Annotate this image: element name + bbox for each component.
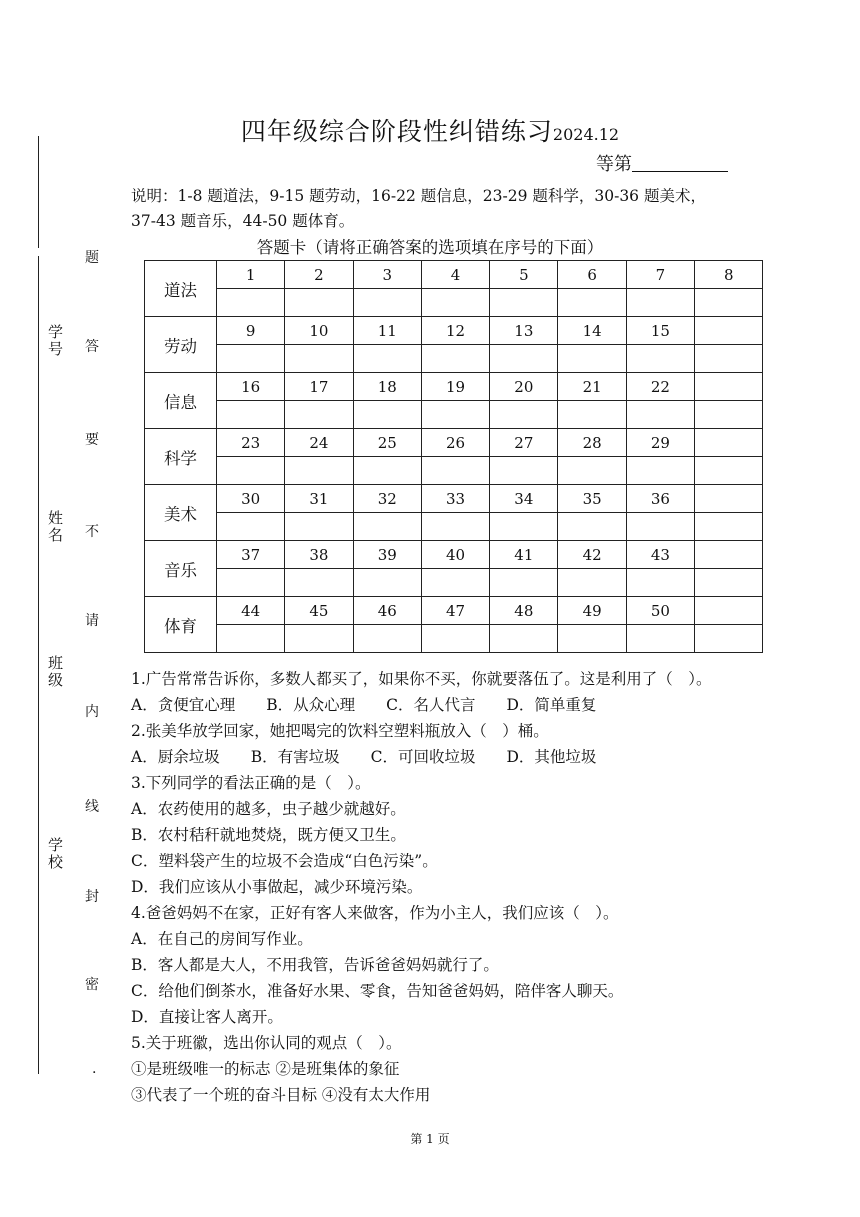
answer-cell[interactable]: [490, 569, 558, 597]
answer-cell[interactable]: [353, 625, 421, 653]
answer-card-answer-row: [145, 625, 763, 653]
answer-card-question-number: 34: [490, 485, 558, 513]
answer-card-question-number: 21: [558, 373, 626, 401]
question-1-options: A．贪便宜心理 B．从众心理 C．名人代言 D．简单重复: [131, 696, 597, 714]
answer-card-question-number: 28: [558, 429, 626, 457]
answer-cell[interactable]: [353, 345, 421, 373]
class-label: 班级: [46, 655, 64, 689]
answer-card-question-number: 17: [285, 373, 353, 401]
question-3: 3.下列同学的看法正确的是（ ）。: [131, 774, 371, 792]
answer-cell[interactable]: [695, 401, 763, 429]
answer-card-subject: 音乐: [145, 541, 217, 597]
answer-card-question-number: 13: [490, 317, 558, 345]
answer-card-question-number: 15: [626, 317, 694, 345]
answer-card-number-row: [145, 261, 763, 289]
answer-cell[interactable]: [353, 457, 421, 485]
answer-card-question-number: [695, 485, 763, 513]
answer-card-question-number: [695, 317, 763, 345]
answer-cell[interactable]: [353, 289, 421, 317]
answer-card-number-row: [145, 597, 763, 625]
answer-cell[interactable]: [421, 401, 489, 429]
answer-cell[interactable]: [558, 569, 626, 597]
answer-cell[interactable]: [626, 401, 694, 429]
answer-cell[interactable]: [490, 513, 558, 541]
answer-card-subject: 美术: [145, 485, 217, 541]
rank-label: 等第: [596, 154, 632, 175]
answer-cell[interactable]: [626, 345, 694, 373]
page-number: 第 1 页: [410, 1132, 450, 1146]
question-4: 4.爸爸妈妈不在家，正好有客人来做客，作为小主人，我们应该（ ）。: [131, 904, 619, 922]
question-3-option-c: C．塑料袋产生的垃圾不会造成“白色污染”。: [131, 852, 438, 870]
margin-dot: .: [92, 1061, 97, 1077]
answer-card-answer-row: [145, 513, 763, 541]
answer-card-question-number: 43: [626, 541, 694, 569]
answer-cell[interactable]: [695, 289, 763, 317]
answer-card-answer-row: [145, 401, 763, 429]
answer-card-question-number: 10: [285, 317, 353, 345]
seal-char: 封: [85, 889, 99, 905]
answer-cell[interactable]: [558, 457, 626, 485]
answer-cell[interactable]: [421, 289, 489, 317]
answer-card-number-row: [145, 485, 763, 513]
answer-card-question-number: [695, 541, 763, 569]
question-3-option-a: A．农药使用的越多，虫子越少就越好。: [131, 800, 406, 818]
answer-card-question-number: [695, 429, 763, 457]
seal-char: 线: [85, 799, 99, 815]
question-2-options: A．厨余垃圾 B．有害垃圾 C．可回收垃圾 D．其他垃圾: [131, 748, 597, 766]
answer-card-number-row: [145, 373, 763, 401]
answer-cell[interactable]: [285, 457, 353, 485]
answer-cell[interactable]: [490, 457, 558, 485]
question-2: 2.张美华放学回家，她把喝完的饮料空塑料瓶放入（ ）桶。: [131, 722, 549, 740]
answer-cell[interactable]: [421, 513, 489, 541]
answer-card-number-row: [145, 541, 763, 569]
answer-cell[interactable]: [626, 513, 694, 541]
question-5-statements-1: ①是班级唯一的标志 ②是班集体的象征: [131, 1060, 400, 1078]
answer-cell[interactable]: [353, 569, 421, 597]
binding-line-top: [38, 136, 39, 248]
binding-line-main: [38, 256, 39, 1074]
answer-cell[interactable]: [217, 457, 285, 485]
answer-card-question-number: 3: [353, 261, 421, 289]
answer-card-subject: 科学: [145, 429, 217, 485]
question-3-option-b: B．农村秸秆就地焚烧，既方便又卫生。: [131, 826, 406, 844]
answer-cell[interactable]: [626, 569, 694, 597]
answer-card-question-number: [695, 597, 763, 625]
seal-char: 密: [85, 977, 99, 993]
answer-card-question-number: 22: [626, 373, 694, 401]
answer-card-title: 答题卡（请将正确答案的选项填在序号的下面）: [256, 238, 604, 257]
seal-char: 请: [85, 613, 99, 629]
answer-card-question-number: 20: [490, 373, 558, 401]
answer-cell[interactable]: [285, 513, 353, 541]
answer-card-question-number: 41: [490, 541, 558, 569]
answer-card-subject: 劳动: [145, 317, 217, 373]
school-label: 学校: [46, 837, 64, 871]
question-5-statements-2: ③代表了一个班的奋斗目标 ④没有太大作用: [131, 1086, 431, 1104]
answer-cell[interactable]: [421, 345, 489, 373]
answer-card-question-number: 23: [217, 429, 285, 457]
answer-card-question-number: 12: [421, 317, 489, 345]
answer-cell[interactable]: [285, 401, 353, 429]
answer-cell[interactable]: [695, 625, 763, 653]
question-5: 5.关于班徽，选出你认同的观点（ ）。: [131, 1034, 402, 1052]
answer-card-question-number: 18: [353, 373, 421, 401]
answer-card-subject: 信息: [145, 373, 217, 429]
answer-card-question-number: 49: [558, 597, 626, 625]
answer-cell[interactable]: [421, 457, 489, 485]
answer-card-question-number: 9: [217, 317, 285, 345]
answer-card-question-number: 19: [421, 373, 489, 401]
answer-cell[interactable]: [217, 345, 285, 373]
answer-card-question-number: 42: [558, 541, 626, 569]
answer-card-question-number: 39: [353, 541, 421, 569]
answer-cell[interactable]: [353, 513, 421, 541]
question-4-option-c: C．给他们倒茶水，准备好水果、零食，告知爸爸妈妈，陪伴客人聊天。: [131, 982, 624, 1000]
answer-card-question-number: 44: [217, 597, 285, 625]
answer-card-number-row: [145, 429, 763, 457]
answer-cell[interactable]: [558, 401, 626, 429]
page-title: [0, 112, 860, 148]
seal-char: 内: [85, 704, 99, 720]
answer-cell[interactable]: [353, 401, 421, 429]
answer-cell[interactable]: [695, 457, 763, 485]
seal-char: 不: [85, 524, 99, 540]
answer-card-question-number: 33: [421, 485, 489, 513]
answer-card-question-number: 35: [558, 485, 626, 513]
answer-cell[interactable]: [695, 345, 763, 373]
question-4-option-d: D．直接让客人离开。: [131, 1008, 283, 1026]
instructions-line-2: 37-43 题音乐，44-50 题体育。: [131, 212, 355, 230]
student-name-label: 姓名: [46, 510, 64, 544]
answer-card-answer-row: [145, 345, 763, 373]
answer-card-question-number: [695, 373, 763, 401]
answer-card-question-number: 46: [353, 597, 421, 625]
answer-cell[interactable]: [285, 569, 353, 597]
answer-card-subject: 道法: [145, 261, 217, 317]
answer-card-question-number: 14: [558, 317, 626, 345]
answer-card-question-number: 47: [421, 597, 489, 625]
answer-card-question-number: 11: [353, 317, 421, 345]
answer-card-question-number: 16: [217, 373, 285, 401]
answer-card-question-number: 36: [626, 485, 694, 513]
answer-card-question-number: 2: [285, 261, 353, 289]
answer-card-question-number: 24: [285, 429, 353, 457]
student-id-label: 学号: [46, 324, 64, 358]
answer-cell[interactable]: [285, 345, 353, 373]
answer-cell[interactable]: [558, 345, 626, 373]
answer-cell[interactable]: [490, 289, 558, 317]
answer-cell[interactable]: [421, 569, 489, 597]
answer-card-question-number: 26: [421, 429, 489, 457]
answer-card-question-number: 27: [490, 429, 558, 457]
seal-char: 答: [85, 339, 99, 355]
answer-card-number-row: [145, 317, 763, 345]
seal-char: 要: [85, 432, 99, 448]
answer-card-answer-row: [145, 569, 763, 597]
answer-card-answer-row: [145, 457, 763, 485]
title-text: 四年级综合阶段性纠错练习: [240, 117, 553, 146]
answer-cell[interactable]: [217, 513, 285, 541]
answer-cell[interactable]: [285, 289, 353, 317]
answer-card-table: [144, 260, 763, 653]
answer-cell[interactable]: [626, 457, 694, 485]
answer-cell[interactable]: [490, 345, 558, 373]
answer-card-question-number: 50: [626, 597, 694, 625]
answer-card-question-number: 37: [217, 541, 285, 569]
answer-cell[interactable]: [490, 625, 558, 653]
answer-cell[interactable]: [285, 625, 353, 653]
answer-card-question-number: 29: [626, 429, 694, 457]
answer-card-question-number: 8: [695, 261, 763, 289]
answer-card-question-number: 40: [421, 541, 489, 569]
answer-cell[interactable]: [626, 289, 694, 317]
question-3-option-d: D．我们应该从小事做起，减少环境污染。: [131, 878, 423, 896]
answer-cell[interactable]: [695, 513, 763, 541]
answer-card-question-number: 48: [490, 597, 558, 625]
answer-card-question-number: 7: [626, 261, 694, 289]
seal-char: 题: [85, 250, 99, 266]
question-1: 1.广告常常告诉你，多数人都买了，如果你不买，你就要落伍了。这是利用了（ ）。: [131, 670, 712, 688]
instructions-line-1: 说明：1-8 题道法，9-15 题劳动，16-22 题信息，23-29 题科学，30-36 题美术，: [131, 187, 706, 205]
answer-card-question-number: 5: [490, 261, 558, 289]
answer-cell[interactable]: [217, 401, 285, 429]
rank-field: [596, 150, 728, 176]
answer-card-question-number: 32: [353, 485, 421, 513]
question-4-option-a: A．在自己的房间写作业。: [131, 930, 313, 948]
question-4-option-b: B．客人都是大人，不用我管，告诉爸爸妈妈就行了。: [131, 956, 499, 974]
answer-cell[interactable]: [217, 289, 285, 317]
answer-card-question-number: 38: [285, 541, 353, 569]
title-year: 2024.12: [552, 125, 620, 144]
answer-cell[interactable]: [217, 625, 285, 653]
answer-card-question-number: 1: [217, 261, 285, 289]
answer-card-question-number: 31: [285, 485, 353, 513]
answer-cell[interactable]: [626, 625, 694, 653]
answer-card-question-number: 4: [421, 261, 489, 289]
answer-cell[interactable]: [695, 569, 763, 597]
answer-cell[interactable]: [421, 625, 489, 653]
answer-cell[interactable]: [558, 625, 626, 653]
answer-cell[interactable]: [217, 569, 285, 597]
answer-cell[interactable]: [558, 513, 626, 541]
answer-cell[interactable]: [558, 289, 626, 317]
answer-card-question-number: 6: [558, 261, 626, 289]
answer-cell[interactable]: [490, 401, 558, 429]
answer-card-subject: 体育: [145, 597, 217, 653]
answer-card-question-number: 30: [217, 485, 285, 513]
rank-blank[interactable]: [632, 153, 728, 172]
answer-card-answer-row: [145, 289, 763, 317]
answer-card-question-number: 25: [353, 429, 421, 457]
answer-card-question-number: 45: [285, 597, 353, 625]
